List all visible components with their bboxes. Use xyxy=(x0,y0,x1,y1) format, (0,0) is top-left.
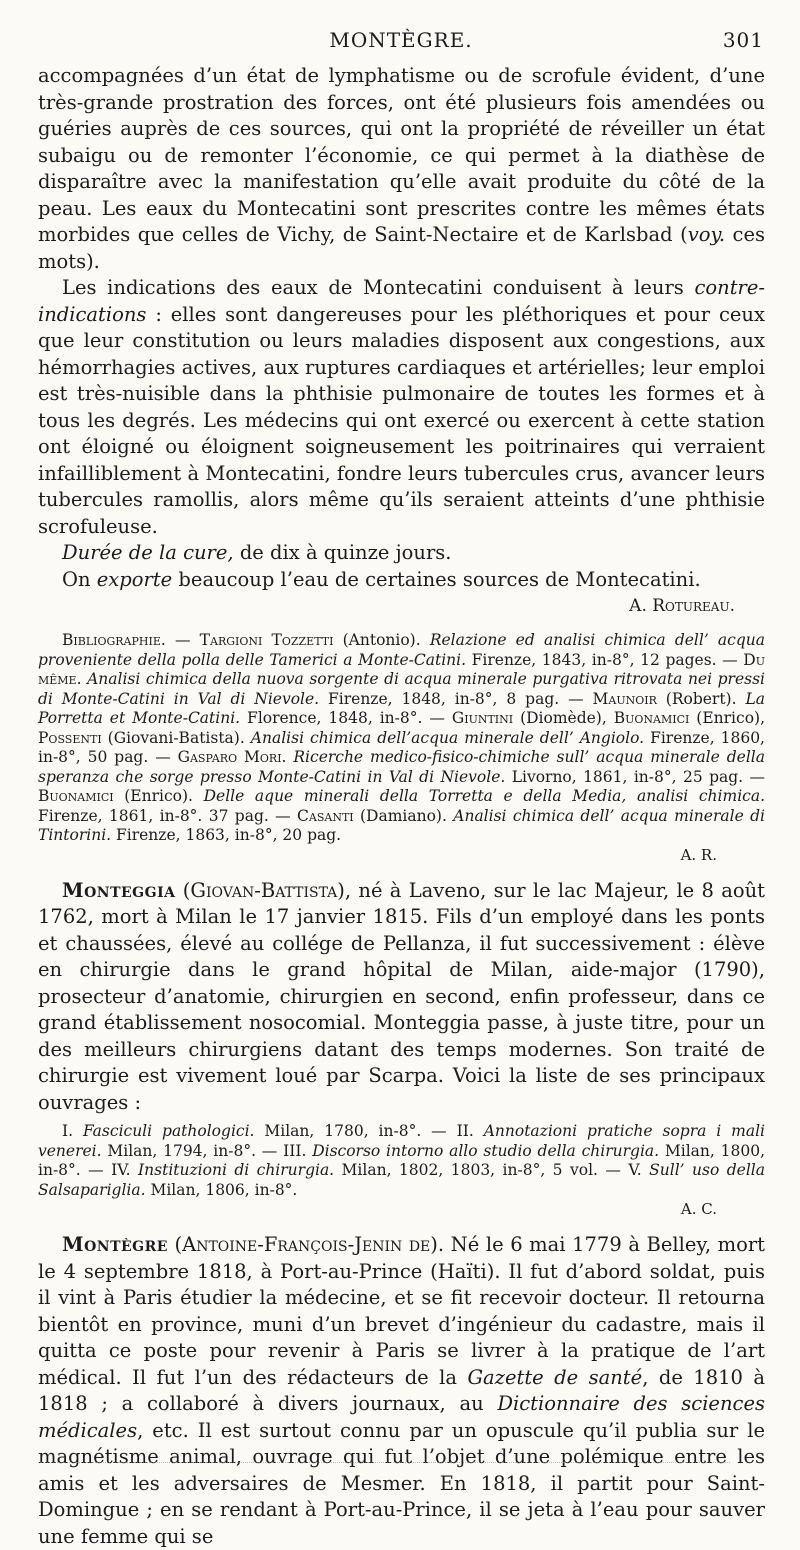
montecatini-paragraph-3 xyxy=(38,540,765,567)
text: , etc. Il est surtout connu par un opuscule qu’il publia sur le magnétisme animal, ouvrage qui fut l’objet d’une polémique entre les amis et les adversaires de Mesmer. En 1818, il partit pour Saint-Domingue ; en se rendant à Port-au-Prince, il se jeta à l’eau pour sauver une femme qui se xyxy=(38,1418,765,1548)
headword: Montègre xyxy=(62,1233,168,1256)
title-italic: Ricerche medico-fisico-chimiche sull’ acqua minerale della speranza che sorge presso Monte-Catini in Val di Nievole. xyxy=(38,748,765,786)
title-italic: Annotazioni pratiche sopra i mali venerei. xyxy=(38,1122,766,1160)
author-signature: A. Rotureau. xyxy=(629,596,735,616)
headword: Monteggia xyxy=(62,878,176,902)
text: Milan, 1802, 1803, in-8°, 5 vol. — V. xyxy=(334,1161,650,1179)
text: (Damiano). xyxy=(353,806,454,825)
bibliography: Bibliographie. — Targioni Tozzetti (Antonio). Relazione ed analisi chimica dell’ acqua proveniente della polla delle Tamerici a Monte-Catini. Firenze, 1843, in-8°, 12 pages. — Du même. Analisi chimica della nuova sorgente di acqua minerale purgativa ritrovata nei pressi di Monte-Catini in Val di Nievole. Firenze, 1848, in-8°, 8 pag. — Maunoir (Robert). La Porretta et Monte-Catini. Florence, 1848, in-8°. — Giuntini (Diomède), Buonamici (Enrico), Possenti (Giovani-Batista). Analisi chimica dell’acqua minerale dell’ Angiolo. Firenze, 1860, in-8°, 50 pag. — Gasparo Mori. Ricerche medico-fisico-chimiche sull’ acqua minerale della speranza che sorge presso Monte-Catini in Val di Nievole. Livorno, 1861, in-8°, 25 pag. — Buonamici (Enrico). Delle aque minerali della Torretta e della Media, analisi chimica. Firenze, 1861, in-8°. 37 pag. — Casanti (Damiano). Analisi chimica dell’ acqua minerale di Tintorini. Firenze, 1863, in-8°, 20 pag. xyxy=(38,631,766,844)
text-italic: voy. xyxy=(687,223,726,246)
title-italic: Dictionnaire des sciences médicales xyxy=(38,1392,766,1442)
text: I. xyxy=(62,1122,83,1140)
author: Buonamici xyxy=(613,709,690,727)
entry-montegre xyxy=(38,1232,765,1550)
text: Firenze, 1861, in-8°. 37 pag. — xyxy=(38,806,298,825)
text-italic: contre-indications xyxy=(38,276,765,326)
text: Les indications des eaux de Montecatini conduisent à leurs xyxy=(62,276,695,299)
text: (Diomède), xyxy=(513,709,614,727)
title-italic: La Porretta et Monte-Catini. xyxy=(38,689,765,727)
bottom-rule xyxy=(40,1462,730,1463)
text-italic: Durée de la cure, xyxy=(62,541,234,564)
text: Firenze, 1848, in-8°, 8 pag. — xyxy=(319,689,593,708)
text: (Enrico), xyxy=(689,709,766,727)
author: Gasparo Mori. xyxy=(177,748,287,766)
title-italic: Analisi chimica dell’ acqua minerale di Tintorini. xyxy=(38,806,765,844)
title-italic: Sull’ uso della Salsapariglia. xyxy=(38,1161,765,1199)
text: (Robert). xyxy=(656,689,746,708)
text: Milan, 1800, in-8°. — IV. xyxy=(38,1141,765,1179)
monteggia-works xyxy=(38,1122,765,1200)
monteggia-signature: A. C. xyxy=(680,1200,717,1218)
text: On xyxy=(62,567,97,591)
entry-monteggia xyxy=(38,878,765,1117)
text: , né à Laveno, sur le lac Majeur, le 8 août 1762, mort à Milan le 17 janvier 1815. Fils d’un employé dans les ponts et chaussées, élevé au collége de Pellanza, il fut successivement : élève en chirurgie dans le grand hôpital de Milan, aide-major (1790), prosecteur d’anatomie, chirurgien en second, enfin professeur, dans ce grand établissement nosocomial. Monteggia passe, à juste titre, pour un des meilleurs chirurgiens datant des temps modernes. Son traité de chirurgie est vivement loué par Scarpa. Voici la liste de ses principaux ouvrages : xyxy=(38,878,765,1114)
given-names: (Giovan-Battista) xyxy=(175,878,345,902)
text: (Antonio). xyxy=(333,631,430,649)
text: Florence, 1848, in-8°. — xyxy=(240,709,452,727)
montecatini-paragraph-1 xyxy=(38,63,765,275)
montecatini-paragraph-4 xyxy=(38,567,765,594)
text: (Giovani-Batista). xyxy=(101,728,251,747)
montecatini-paragraph-2 xyxy=(38,275,765,540)
text: Livorno, 1861, in-8°, 25 pag. — xyxy=(505,767,765,786)
text: ces mots). xyxy=(38,223,766,273)
text: Firenze, 1863, in-8°, 20 pag. xyxy=(111,826,342,844)
text: : elles sont dangereuses pour les pléthoriques et pour ceux que leur constitution ou leurs maladies disposent aux congestions, aux hémorrhagies actives, aux ruptures cardiaques et artérielles; leur emploi est très-nuisible dans la phthisie pulmonaire de toutes les formes et à tous les degrés. Les médecins qui ont exercé ou exercent à cette station ont éloigné ou éloignent soigneusement les poitrinaires qui verraient infailliblement à Montecatini, fondre leurs tubercules crus, avancer leurs tubercules ramollis, alors même qu’ils seraient atteints d’une phthisie scrofuleuse. xyxy=(38,302,765,538)
text: beaucoup l’eau de certaines sources de Montecatini. xyxy=(172,567,701,591)
author: Du même. xyxy=(38,650,765,688)
title-italic: Delle aque minerali della Torretta e della Media, analisi chimica. xyxy=(203,787,765,805)
title-italic: Discorso intorno allo studio della chirurgia. xyxy=(312,1141,660,1160)
title-italic: Analisi chimica della nuova sorgente di acqua minerale purgativa ritrovata nei pressi di Monte-Catini in Val di Nievole. xyxy=(38,670,765,708)
author: Casanti xyxy=(297,806,354,825)
author: Giuntini xyxy=(451,709,514,727)
text: Milan, 1806, in-8°. xyxy=(145,1180,298,1199)
bibliography-signature: A. R. xyxy=(680,845,717,864)
title-italic: Gazette de santé xyxy=(467,1365,643,1389)
title-italic: Relazione ed analisi chimica dell’ acqua proveniente della polla delle Tamerici a Monte-Catini. xyxy=(38,631,766,669)
text: Milan, 1794, in-8°. — III. xyxy=(101,1141,313,1160)
title-italic: Fasciculi pathologici. xyxy=(82,1122,255,1140)
author: Targioni Tozzetti xyxy=(199,631,334,649)
text-italic: exporte xyxy=(96,567,173,591)
text: Firenze, 1843, in-8°, 12 pages. — xyxy=(466,650,744,669)
given-names: (Antoine-François-Jenin de) xyxy=(167,1233,438,1256)
page-number: 301 xyxy=(722,28,764,52)
title-italic: Instituzioni di chirurgia. xyxy=(138,1161,335,1179)
author: Possenti xyxy=(38,728,102,747)
bibliography-label: Bibliographie. xyxy=(62,631,166,649)
text: (Enrico). xyxy=(113,787,204,805)
running-title: MONTÈGRE. xyxy=(329,28,473,52)
text: . Né le 6 mai 1779 à Belley, mort le 4 septembre 1818, à Port-au-Prince (Haïti). Il fut d’abord soldat, puis il vint à Paris étudier la médecine, et se fit recevoir docteur. Il retourna bientôt en province, muni d’un brevet d’ingénieur du cadastre, mais il quitta ce poste pour revenir à Paris se livrer à la pratique de l’art médical. Il fut l’un des rédacteurs de la xyxy=(38,1233,765,1389)
text: , de 1810 à 1818 ; a collaboré à divers journaux, au xyxy=(38,1365,765,1415)
text: de dix à quinze jours. xyxy=(233,541,452,564)
text: Firenze, 1860, in-8°, 50 pag. — xyxy=(38,728,765,766)
author: Maunoir xyxy=(592,689,657,708)
title-italic: Analisi chimica dell’acqua minerale dell’ Angiolo. xyxy=(250,728,645,747)
page-body xyxy=(38,63,765,1550)
author: Buonamici xyxy=(38,787,114,805)
page-header xyxy=(38,28,764,56)
text: accompagnées d’un état de lymphatisme ou de scrofule évident, d’une très-grande prostration des forces, ont été plusieurs fois amendées ou guéries auprès de ces sources, qui ont la propriété de réveiller un état subaigu ou de remonter l’économie, ce qui permet à la diathèse de disparaître avec la manifestation qu’elle avait produite du côté de la peau. Les eaux du Montecatini sont prescrites contre les mêmes états morbides que celles de Vichy, de Saint-Nectaire et de Karlsbad ( xyxy=(38,64,765,246)
text: Milan, 1780, in-8°. — II. xyxy=(254,1122,484,1140)
